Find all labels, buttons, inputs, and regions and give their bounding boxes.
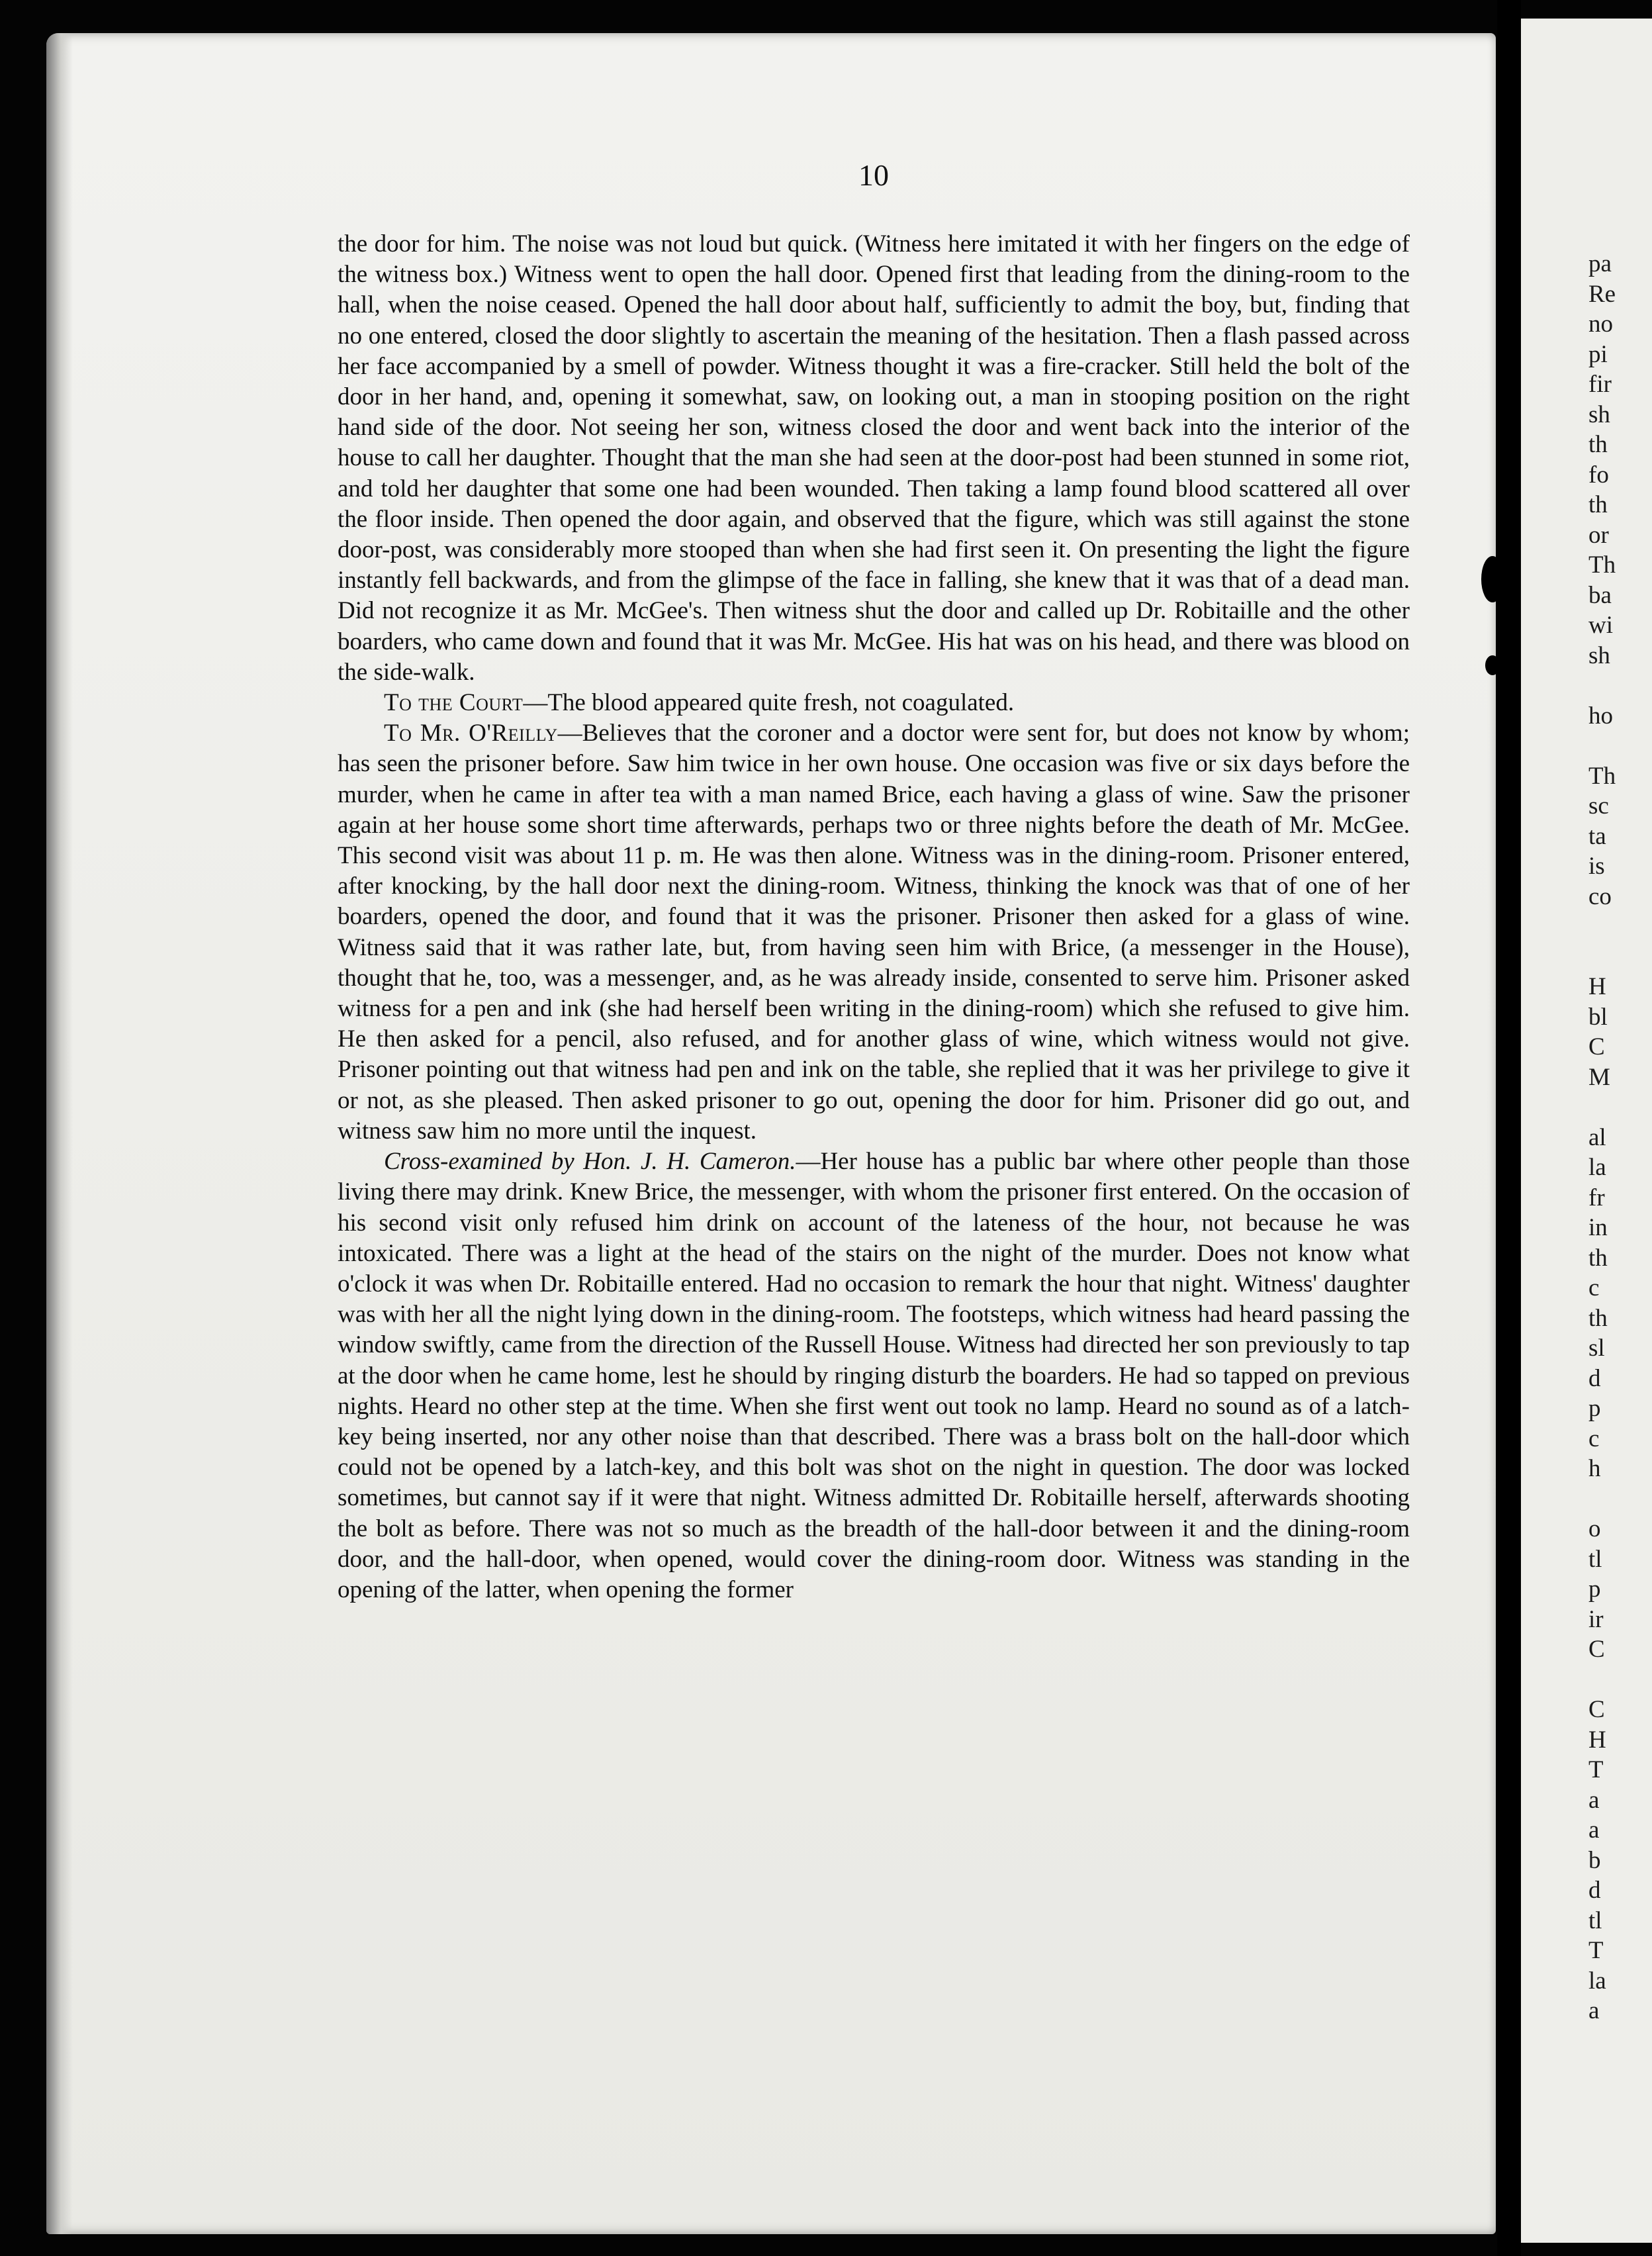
paragraph-text: —Believes that the coroner and a doctor were sent for, but does not know by whom; has seen the prisoner before. Saw him twice in her own house. One occasion was five or six days before the murder, when he came in after tea with a man named Brice, each having a glass of wine. Saw the prisoner again at her house some short time afterwards, perhaps two or three nights before the death of Mr. McGee. This second visit was about 11 p. m. He was then alone. Witness was in the dining-room. Prisoner entered, after knocking, by the hall door next the dining-room. Witness, thinking the knock was that of one of her boarders, opened the door, and found that it was the prisoner. Prisoner then asked for a glass of wine. Witness said that it was rather late, but, from having seen him with Brice, (a messenger in the House), thought that he, too, was a messenger, and, as he was already inside, consented to serve him. Prisoner asked witness for a pen and ink (she had herself been writing in the dining-room) which she refused to give him. He then asked for a pencil, also refused, and for another glass of wine, which witness would not give. Prisoner pointing out that witness had pen and ink on the table, she replied that it was her privilege to give it or not, as she pleased. Then asked prisoner to go out, opening the door for him. Prisoner did go out, and witness saw him no more until the inquest. xyxy=(338,720,1410,1145)
facing-page-line: p xyxy=(1588,1395,1601,1422)
speaker-heading: To Mr. O'Reilly xyxy=(384,720,558,747)
facing-page-line: sl xyxy=(1588,1335,1605,1362)
facing-page-line: in xyxy=(1588,1214,1608,1241)
paragraph-text: —Her house has a public bar where other people than those living there may drink. Knew Brice, the messenger, with whom the prisoner first entered. On the occasion of his second visit only refused him drink on account of the lateness of the hour, not because he was intoxicated. There was a light at the head of the stairs on the night of the murder. Does not know what o'clock it was when Dr. Robitaille entered. Had no occasion to remark the hour that night. Witness' daughter was with her all the night lying down in the dining-room. The footsteps, which witness had heard passing the window swiftly, came from the direction of the Russell House. Witness had directed her son previously to tap at the door when he came home, lest he should by ringing disturb the boarders. He had so tapped on previous nights. Heard no other step at the time. When she first went out took no lamp. Heard no sound as of a latch-key being inserted, nor any other noise than that described. There was a brass bolt on the hall-door which could not be opened by a latch-key, and this bolt was shot on the night in question. The door was locked sometimes, but cannot say if it were that night. Witness admitted Dr. Robitaille herself, afterwards shooting the bolt as before. There was not so much as the breadth of the hall-door between it and the dining-room door, and the hall-door, when opened, would cover the dining-room door. Witness was standing in the opening of the latter, when opening the former xyxy=(338,1148,1410,1603)
facing-page-line: sc xyxy=(1588,792,1609,820)
facing-page-line: la xyxy=(1588,1154,1606,1181)
speaker-heading: Cross-examined by Hon. J. H. Cameron. xyxy=(384,1148,796,1176)
facing-page-line: b xyxy=(1588,1846,1601,1874)
facing-page-line: ta xyxy=(1588,822,1606,850)
facing-page-line: th xyxy=(1588,491,1608,518)
facing-page-line: d xyxy=(1588,1364,1601,1392)
facing-page-line xyxy=(1588,1092,1652,1123)
facing-page-line: Re xyxy=(1588,280,1616,308)
facing-page-line: or xyxy=(1588,521,1609,549)
facing-page-line: th xyxy=(1588,431,1608,458)
facing-page-line: co xyxy=(1588,882,1612,910)
book-gutter xyxy=(1497,0,1521,2256)
facing-page-line: Th xyxy=(1588,551,1616,579)
facing-page-line: fir xyxy=(1588,371,1612,398)
facing-page-line: tl xyxy=(1588,1545,1602,1573)
facing-page-line: th xyxy=(1588,1244,1608,1272)
facing-page-line: T xyxy=(1588,1937,1604,1964)
facing-page-line: a xyxy=(1588,1997,1600,2024)
facing-page-line: pi xyxy=(1588,340,1608,368)
facing-page-line: ho xyxy=(1588,702,1613,729)
facing-page-line: sh xyxy=(1588,400,1610,428)
facing-page-line xyxy=(1588,942,1652,972)
document-body xyxy=(338,229,1410,1605)
facing-page-line: d xyxy=(1588,1877,1601,1904)
facing-page-line xyxy=(1588,912,1652,942)
facing-page-line: C xyxy=(1588,1636,1605,1663)
facing-page-line: no xyxy=(1588,310,1613,338)
facing-page-line: H xyxy=(1588,1726,1606,1754)
page-number: 10 xyxy=(858,158,889,192)
facing-page-line: Th xyxy=(1588,762,1616,790)
facing-page-line: ir xyxy=(1588,1605,1604,1633)
facing-page-line xyxy=(1588,731,1652,761)
facing-page-line: p xyxy=(1588,1575,1601,1603)
facing-page-fragment xyxy=(1521,19,1652,2243)
facing-page-line: fo xyxy=(1588,461,1609,489)
facing-page-line: sh xyxy=(1588,641,1610,669)
paragraph xyxy=(338,1147,1410,1605)
facing-page-line: M xyxy=(1588,1063,1610,1091)
paragraph xyxy=(338,229,1410,688)
ink-smudge xyxy=(1481,556,1504,602)
facing-page-line: la xyxy=(1588,1967,1606,1995)
facing-page-line: al xyxy=(1588,1123,1606,1151)
facing-page-line: th xyxy=(1588,1304,1608,1332)
facing-page-line: a xyxy=(1588,1786,1600,1814)
facing-page-line: bl xyxy=(1588,1003,1608,1031)
facing-page-line: T xyxy=(1588,1756,1604,1783)
paragraph-text: the door for him. The noise was not loud but quick. (Witness here imitated it with her fingers on the edge of the witness box.) Witness went to open the hall door. Opened first that leading from the dining-room to the hall, when the noise ceased. Opened the hall door about half, sufficiently to admit the boy, but, finding that no one entered, closed the door slightly to ascertain the meaning of the hesitation. Then a flash passed across her face accompanied by a smell of powder. Witness thought it was a fire-cracker. Still held the bolt of the door in her hand, and, opening it somewhat, saw, on looking out, a man in stooping position on the right hand side of the door. Not seeing her son, witness closed the door and went back into the interior of the house to call her daughter. Thought that the man she had seen at the door-post had been stunned in some riot, and told her daughter that some one had been wounded. Then taking a lamp found blood scattered all over the floor inside. Then opened the door again, and observed that the figure, which was still against the stone door-post, was considerably more stooped than when she had first seen it. On presenting the light the figure instantly fell backwards, and from the glimpse of the face in falling, she knew that it was that of a dead man. Did not recognize it as Mr. McGee's. Then witness shut the door and called up Dr. Robitaille and the other boarders, who came down and found that it was Mr. McGee. His hat was on his head, and there was blood on the side-walk. xyxy=(338,230,1410,686)
facing-page-line: tl xyxy=(1588,1906,1602,1934)
paragraph xyxy=(338,718,1410,1147)
facing-page-line: c xyxy=(1588,1274,1600,1301)
facing-page-line: ba xyxy=(1588,581,1612,609)
facing-page-text xyxy=(1588,249,1652,2026)
facing-page-line: is xyxy=(1588,853,1605,880)
page-left-edge-shadow xyxy=(46,33,73,2234)
facing-page-line: C xyxy=(1588,1033,1605,1060)
facing-page-line: C xyxy=(1588,1696,1605,1723)
paragraph-text: —The blood appeared quite fresh, not coagulated. xyxy=(523,689,1015,717)
facing-page-line xyxy=(1588,1484,1652,1515)
facing-page-line: o xyxy=(1588,1515,1601,1542)
facing-page-line xyxy=(1588,1665,1652,1695)
facing-page-line: wi xyxy=(1588,612,1613,639)
facing-page-line xyxy=(1588,671,1652,701)
ink-smudge xyxy=(1485,655,1500,675)
facing-page-line: c xyxy=(1588,1425,1600,1452)
paragraph xyxy=(338,688,1410,718)
speaker-heading: To the Court xyxy=(384,689,524,717)
facing-page-line: h xyxy=(1588,1455,1601,1482)
facing-page-line: fr xyxy=(1588,1184,1605,1211)
facing-page-line: a xyxy=(1588,1816,1600,1844)
facing-page-line: H xyxy=(1588,973,1606,1000)
facing-page-line: pa xyxy=(1588,250,1612,277)
